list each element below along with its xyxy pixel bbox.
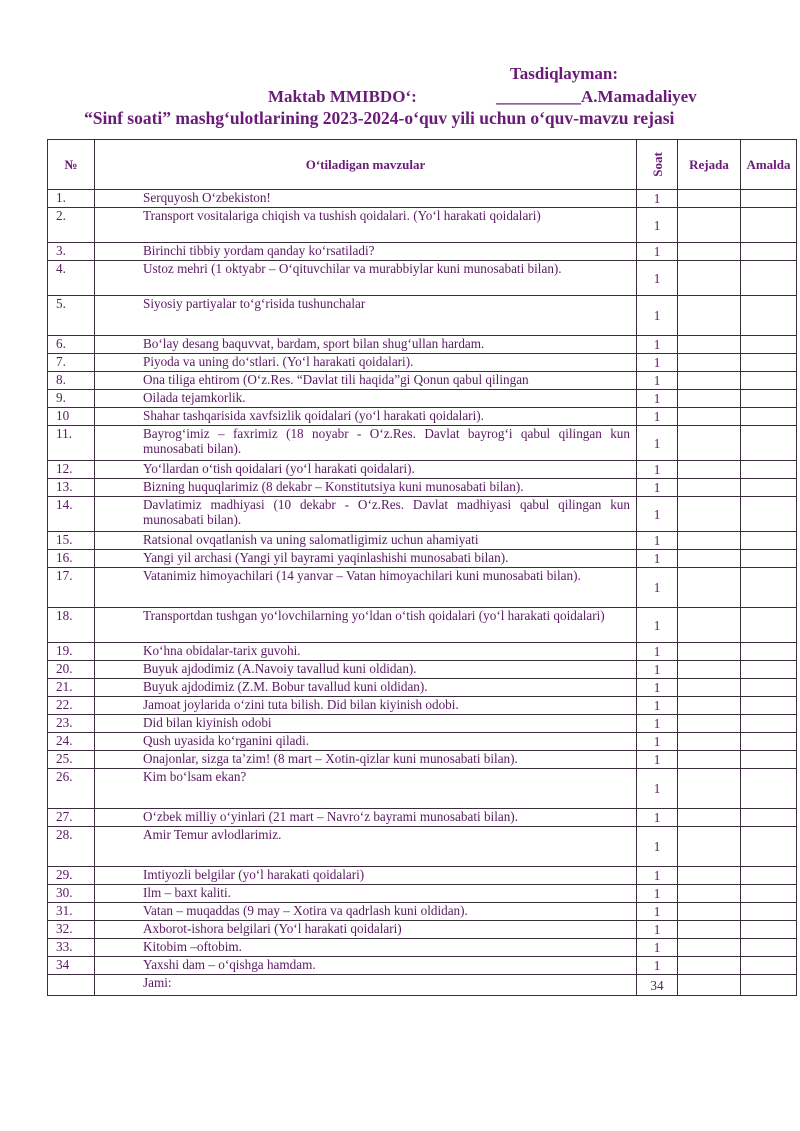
row-actual-cell [741,336,797,354]
row-topic: Birinchi tibbiy yordam qanday ko‘rsatiladi? [95,243,637,261]
row-topic: Axborot-ishora belgilari (Yo‘l harakati qoidalari) [95,921,637,939]
row-number: 30. [48,885,95,903]
row-actual-cell [741,867,797,885]
table-row [48,885,797,903]
row-hours: 1 [637,296,678,336]
row-actual-cell [741,296,797,336]
row-actual-cell [741,372,797,390]
row-actual-cell [741,479,797,497]
plan-table [47,139,797,996]
row-actual-cell [741,697,797,715]
row-actual-cell [741,497,797,532]
row-topic: Ustoz mehri (1 oktyabr – O‘qituvchilar va murabbiylar kuni munosabati bilan). [95,261,637,296]
row-topic: Yangi yil archasi (Yangi yil bayrami yaqinlashishi munosabati bilan). [95,550,637,568]
row-hours: 1 [637,336,678,354]
table-row [48,550,797,568]
total-label: Jami: [95,975,637,996]
approval-label: Tasdiqlayman: [510,64,619,83]
table-header-row [48,140,797,190]
row-plan-cell [678,296,741,336]
row-hours: 1 [637,643,678,661]
row-hours: 1 [637,715,678,733]
row-hours: 1 [637,827,678,867]
row-hours: 1 [637,957,678,975]
row-topic: Buyuk ajdodimiz (Z.M. Bobur tavallud kuni oldidan). [95,679,637,697]
header-topic: O‘tiladigan mavzular [95,140,637,190]
row-actual-cell [741,903,797,921]
row-hours: 1 [637,733,678,751]
row-number: 18. [48,608,95,643]
table-row [48,733,797,751]
row-hours: 1 [637,809,678,827]
row-hours: 1 [637,190,678,208]
total-row [48,975,797,996]
row-topic: Bizning huquqlarimiz (8 dekabr – Konstitutsiya kuni munosabati bilan). [95,479,637,497]
table-row [48,461,797,479]
row-hours: 1 [637,479,678,497]
table-row [48,751,797,769]
row-actual-cell [741,957,797,975]
row-hours: 1 [637,769,678,809]
row-actual-cell [741,769,797,809]
table-row [48,243,797,261]
row-plan-cell [678,408,741,426]
row-hours: 1 [637,867,678,885]
row-number: 8. [48,372,95,390]
row-topic: Buyuk ajdodimiz (A.Navoiy tavallud kuni oldidan). [95,661,637,679]
table-row [48,497,797,532]
row-topic: Vatanimiz himoyachilari (14 yanvar – Vatan himoyachilari kuni munosabati bilan). [95,568,637,608]
row-actual-cell [741,568,797,608]
row-topic: Oilada tejamkorlik. [95,390,637,408]
row-topic: Did bilan kiyinish odobi [95,715,637,733]
row-topic: Bo‘lay desang baquvvat, bardam, sport bilan shug‘ullan hardam. [95,336,637,354]
row-topic: Piyoda va uning do‘stlari. (Yo‘l harakati qoidalari). [95,354,637,372]
row-plan-cell [678,715,741,733]
table-row [48,827,797,867]
row-plan-cell [678,479,741,497]
table-row [48,426,797,461]
row-hours: 1 [637,497,678,532]
row-hours: 1 [637,885,678,903]
row-hours: 1 [637,208,678,243]
table-row [48,939,797,957]
row-plan-cell [678,903,741,921]
table-row [48,532,797,550]
table-row [48,809,797,827]
row-hours: 1 [637,261,678,296]
table-row [48,336,797,354]
row-topic: Amir Temur avlodlarimiz. [95,827,637,867]
row-hours: 1 [637,679,678,697]
row-number: 10 [48,408,95,426]
row-topic: Serquyosh O‘zbekiston! [95,190,637,208]
row-hours: 1 [637,390,678,408]
row-actual-cell [741,243,797,261]
row-topic: Davlatimiz madhiyasi (10 dekabr - O‘z.Res. Davlat madhiyasi qabul qilingan kun munosabati bilan). [95,497,637,532]
row-number: 22. [48,697,95,715]
row-plan-cell [678,679,741,697]
row-actual-cell [741,461,797,479]
table-row [48,697,797,715]
row-topic: Kitobim –oftobim. [95,939,637,957]
row-plan-cell [678,390,741,408]
row-plan-cell [678,867,741,885]
row-plan-cell [678,243,741,261]
row-number: 31. [48,903,95,921]
row-number: 2. [48,208,95,243]
row-hours: 1 [637,550,678,568]
row-actual-cell [741,827,797,867]
row-actual-cell [741,532,797,550]
table-row [48,957,797,975]
row-topic: Transportdan tushgan yo‘lovchilarning yo‘ldan o‘tish qoidalari (yo‘l harakati qoidalari) [95,608,637,643]
row-plan-cell [678,921,741,939]
table-row [48,679,797,697]
header-plan: Rejada [678,140,741,190]
total-plan-cell [678,975,741,996]
row-plan-cell [678,336,741,354]
row-hours: 1 [637,426,678,461]
row-plan-cell [678,733,741,751]
row-topic: Ratsional ovqatlanish va uning salomatligimiz uchun ahamiyati [95,532,637,550]
row-actual-cell [741,661,797,679]
row-plan-cell [678,769,741,809]
table-row [48,921,797,939]
row-hours: 1 [637,697,678,715]
row-plan-cell [678,608,741,643]
table-row [48,208,797,243]
row-plan-cell [678,643,741,661]
table-row [48,390,797,408]
row-hours: 1 [637,461,678,479]
row-plan-cell [678,697,741,715]
row-number: 7. [48,354,95,372]
table-body [48,190,797,975]
row-actual-cell [741,408,797,426]
table-row [48,296,797,336]
row-plan-cell [678,568,741,608]
row-plan-cell [678,461,741,479]
row-actual-cell [741,715,797,733]
table-row [48,190,797,208]
row-actual-cell [741,809,797,827]
row-topic: Vatan – muqaddas (9 may – Xotira va qadrlash kuni oldidan). [95,903,637,921]
table-row [48,479,797,497]
header-hours-label: Soat [649,152,665,177]
row-number: 25. [48,751,95,769]
row-number: 9. [48,390,95,408]
header-number: № [48,140,95,190]
row-hours: 1 [637,243,678,261]
row-actual-cell [741,608,797,643]
row-actual-cell [741,261,797,296]
table-row [48,715,797,733]
row-topic: Ilm – baxt kaliti. [95,885,637,903]
row-plan-cell [678,827,741,867]
row-number: 19. [48,643,95,661]
table-row [48,354,797,372]
row-actual-cell [741,921,797,939]
row-plan-cell [678,809,741,827]
row-number: 13. [48,479,95,497]
table-row [48,568,797,608]
row-hours: 1 [637,903,678,921]
header-hours [637,140,678,190]
row-plan-cell [678,354,741,372]
row-number: 6. [48,336,95,354]
row-actual-cell [741,390,797,408]
row-actual-cell [741,208,797,243]
row-topic: Yaxshi dam – o‘qishga hamdam. [95,957,637,975]
total-empty-cell [48,975,95,996]
row-actual-cell [741,190,797,208]
row-number: 27. [48,809,95,827]
row-topic: Ona tiliga ehtirom (O‘z.Res. “Davlat tili haqida”gi Qonun qabul qilingan [95,372,637,390]
row-topic: Onajonlar, sizga ta’zim! (8 mart – Xotin-qizlar kuni munosabati bilan). [95,751,637,769]
row-plan-cell [678,190,741,208]
table-row [48,867,797,885]
row-number: 15. [48,532,95,550]
row-topic: Imtiyozli belgilar (yo‘l harakati qoidalari) [95,867,637,885]
row-hours: 1 [637,608,678,643]
row-number: 16. [48,550,95,568]
row-number: 12. [48,461,95,479]
row-hours: 1 [637,939,678,957]
row-plan-cell [678,751,741,769]
row-number: 3. [48,243,95,261]
row-number: 5. [48,296,95,336]
row-plan-cell [678,426,741,461]
row-plan-cell [678,661,741,679]
row-number: 20. [48,661,95,679]
row-number: 4. [48,261,95,296]
school-label: Maktab MMIBDO‘: [268,87,417,106]
row-plan-cell [678,939,741,957]
table-row [48,408,797,426]
row-topic: Kim bo‘lsam ekan? [95,769,637,809]
table-row [48,661,797,679]
row-hours: 1 [637,354,678,372]
row-actual-cell [741,733,797,751]
row-number: 26. [48,769,95,809]
row-hours: 1 [637,921,678,939]
row-hours: 1 [637,408,678,426]
row-actual-cell [741,751,797,769]
row-actual-cell [741,679,797,697]
row-number: 14. [48,497,95,532]
table-row [48,769,797,809]
row-actual-cell [741,643,797,661]
row-plan-cell [678,372,741,390]
row-plan-cell [678,261,741,296]
row-number: 32. [48,921,95,939]
row-actual-cell [741,550,797,568]
row-topic: Qush uyasida ko‘rganini qiladi. [95,733,637,751]
row-hours: 1 [637,661,678,679]
row-actual-cell [741,354,797,372]
row-plan-cell [678,208,741,243]
total-actual-cell [741,975,797,996]
header-actual: Amalda [741,140,797,190]
table-row [48,903,797,921]
row-number: 24. [48,733,95,751]
row-topic: O‘zbek milliy o‘yinlari (21 mart – Navro‘z bayrami munosabati bilan). [95,809,637,827]
row-topic: Transport vositalariga chiqish va tushish qoidalari. (Yo‘l harakati qoidalari) [95,208,637,243]
row-number: 33. [48,939,95,957]
row-plan-cell [678,532,741,550]
row-number: 29. [48,867,95,885]
row-topic: Bayrog‘imiz – faxrimiz (18 noyabr - O‘z.Res. Davlat bayrog‘i qabul qilingan kun munosabati bilan). [95,426,637,461]
row-hours: 1 [637,568,678,608]
row-number: 28. [48,827,95,867]
row-topic: Ko‘hna obidalar-tarix guvohi. [95,643,637,661]
row-plan-cell [678,497,741,532]
row-hours: 1 [637,372,678,390]
row-number: 11. [48,426,95,461]
row-actual-cell [741,885,797,903]
row-number: 17. [48,568,95,608]
row-number: 23. [48,715,95,733]
row-hours: 1 [637,751,678,769]
row-number: 34 [48,957,95,975]
row-plan-cell [678,885,741,903]
row-plan-cell [678,550,741,568]
row-number: 1. [48,190,95,208]
table-row [48,643,797,661]
table-row [48,608,797,643]
row-actual-cell [741,426,797,461]
row-topic: Jamoat joylarida o‘zini tuta bilish. Did bilan kiyinish odobi. [95,697,637,715]
director-signature-line: __________A.Mamadaliyev [496,87,697,106]
row-number: 21. [48,679,95,697]
row-topic: Shahar tashqarisida xavfsizlik qoidalari (yo‘l harakati qoidalari). [95,408,637,426]
row-actual-cell [741,939,797,957]
row-hours: 1 [637,532,678,550]
total-hours: 34 [637,975,678,996]
row-topic: Siyosiy partiyalar to‘g‘risida tushunchalar [95,296,637,336]
row-plan-cell [678,957,741,975]
table-row [48,261,797,296]
plan-title: “Sinf soati” mashg‘ulotlarining 2023-2024-o‘quv yili uchun o‘quv-mavzu rejasi [84,108,675,128]
table-row [48,372,797,390]
row-topic: Yo‘llardan o‘tish qoidalari (yo‘l harakati qoidalari). [95,461,637,479]
